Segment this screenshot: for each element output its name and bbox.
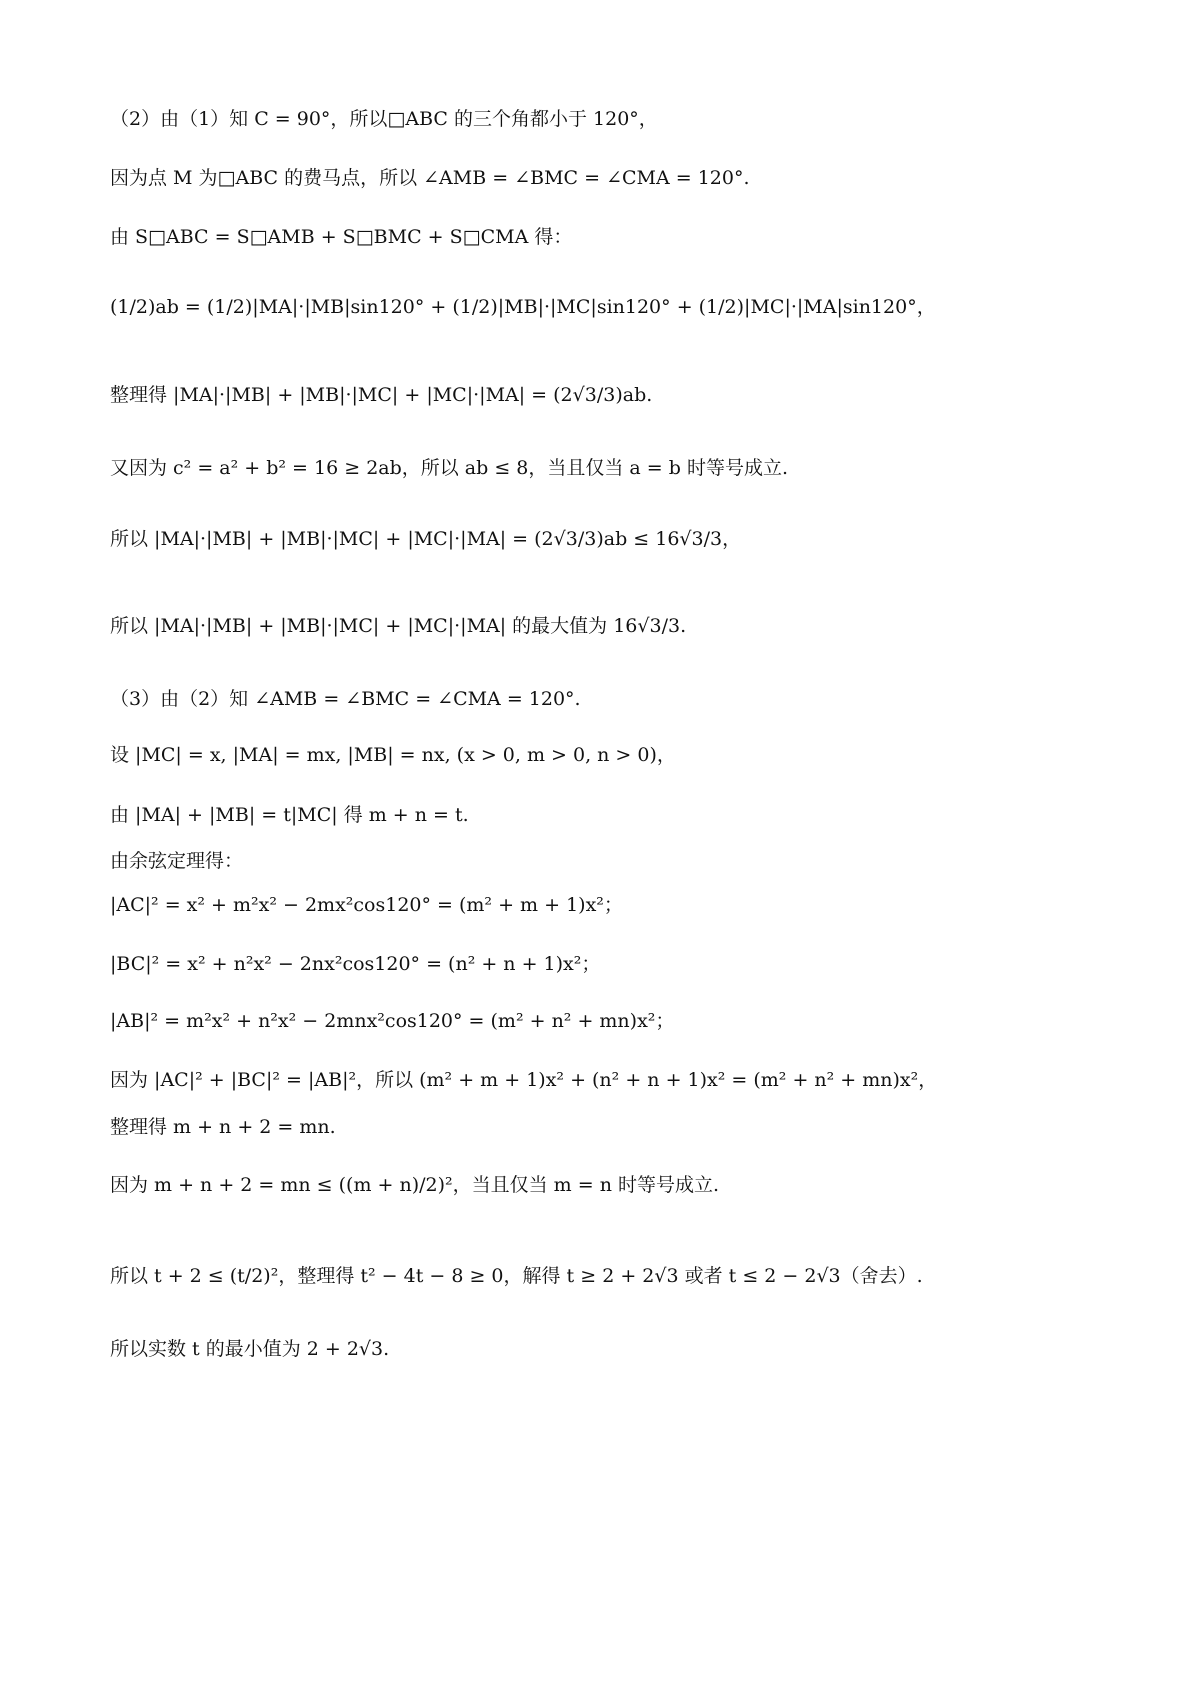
solution-line-14: |BC|² = x² + n²x² − 2nx²cos120° = (n² + n + 1)x²； xyxy=(110,953,601,975)
solution-line-19: 所以 t + 2 ≤ (t/2)²，整理得 t² − 4t − 8 ≥ 0，解得 t ≥ 2 + 2√3 或者 t ≤ 2 − 2√3（舍去）. xyxy=(110,1265,923,1287)
solution-line-11: 由 |MA| + |MB| = t|MC| 得 m + n = t. xyxy=(110,804,469,826)
solution-line-1: （2）由（1）知 C = 90°，所以□ABC 的三个角都小于 120°， xyxy=(110,108,658,130)
solution-line-16: 因为 |AC|² + |BC|² = |AB|²，所以 (m² + m + 1)x² + (n² + n + 1)x² = (m² + n² + mn)x²， xyxy=(110,1069,938,1091)
solution-line-6: 又因为 c² = a² + b² = 16 ≥ 2ab，所以 ab ≤ 8，当且仅当 a = b 时等号成立. xyxy=(110,457,788,479)
solution-line-5: 整理得 |MA|·|MB| + |MB|·|MC| + |MC|·|MA| = (2√3/3)ab. xyxy=(110,384,653,406)
solution-line-3: 由 S□ABC = S□AMB + S□BMC + S□CMA 得： xyxy=(110,226,573,248)
solution-line-17: 整理得 m + n + 2 = mn. xyxy=(110,1116,336,1138)
solution-line-2: 因为点 M 为□ABC 的费马点，所以 ∠AMB = ∠BMC = ∠CMA = 120°. xyxy=(110,167,750,189)
solution-line-8: 所以 |MA|·|MB| + |MB|·|MC| + |MC|·|MA| 的最大值为 16√3/3. xyxy=(110,615,687,637)
solution-line-7: 所以 |MA|·|MB| + |MB|·|MC| + |MC|·|MA| = (2√3/3)ab ≤ 16√3/3， xyxy=(110,528,742,550)
solution-line-12: 由余弦定理得： xyxy=(110,850,244,872)
solution-line-13: |AC|² = x² + m²x² − 2mx²cos120° = (m² + m + 1)x²； xyxy=(110,894,623,916)
solution-line-20: 所以实数 t 的最小值为 2 + 2√3. xyxy=(110,1338,390,1360)
solution-line-9: （3）由（2）知 ∠AMB = ∠BMC = ∠CMA = 120°. xyxy=(110,688,581,710)
solution-line-18: 因为 m + n + 2 = mn ≤ ((m + n)/2)²，当且仅当 m = n 时等号成立. xyxy=(110,1174,720,1196)
solution-line-15: |AB|² = m²x² + n²x² − 2mnx²cos120° = (m² + n² + mn)x²； xyxy=(110,1010,675,1032)
solution-line-10: 设 |MC| = x, |MA| = mx, |MB| = nx, (x > 0, m > 0, n > 0)， xyxy=(110,744,676,766)
solution-line-4: (1/2)ab = (1/2)|MA|·|MB|sin120° + (1/2)|MB|·|MC|sin120° + (1/2)|MC|·|MA|sin120°， xyxy=(110,296,936,318)
